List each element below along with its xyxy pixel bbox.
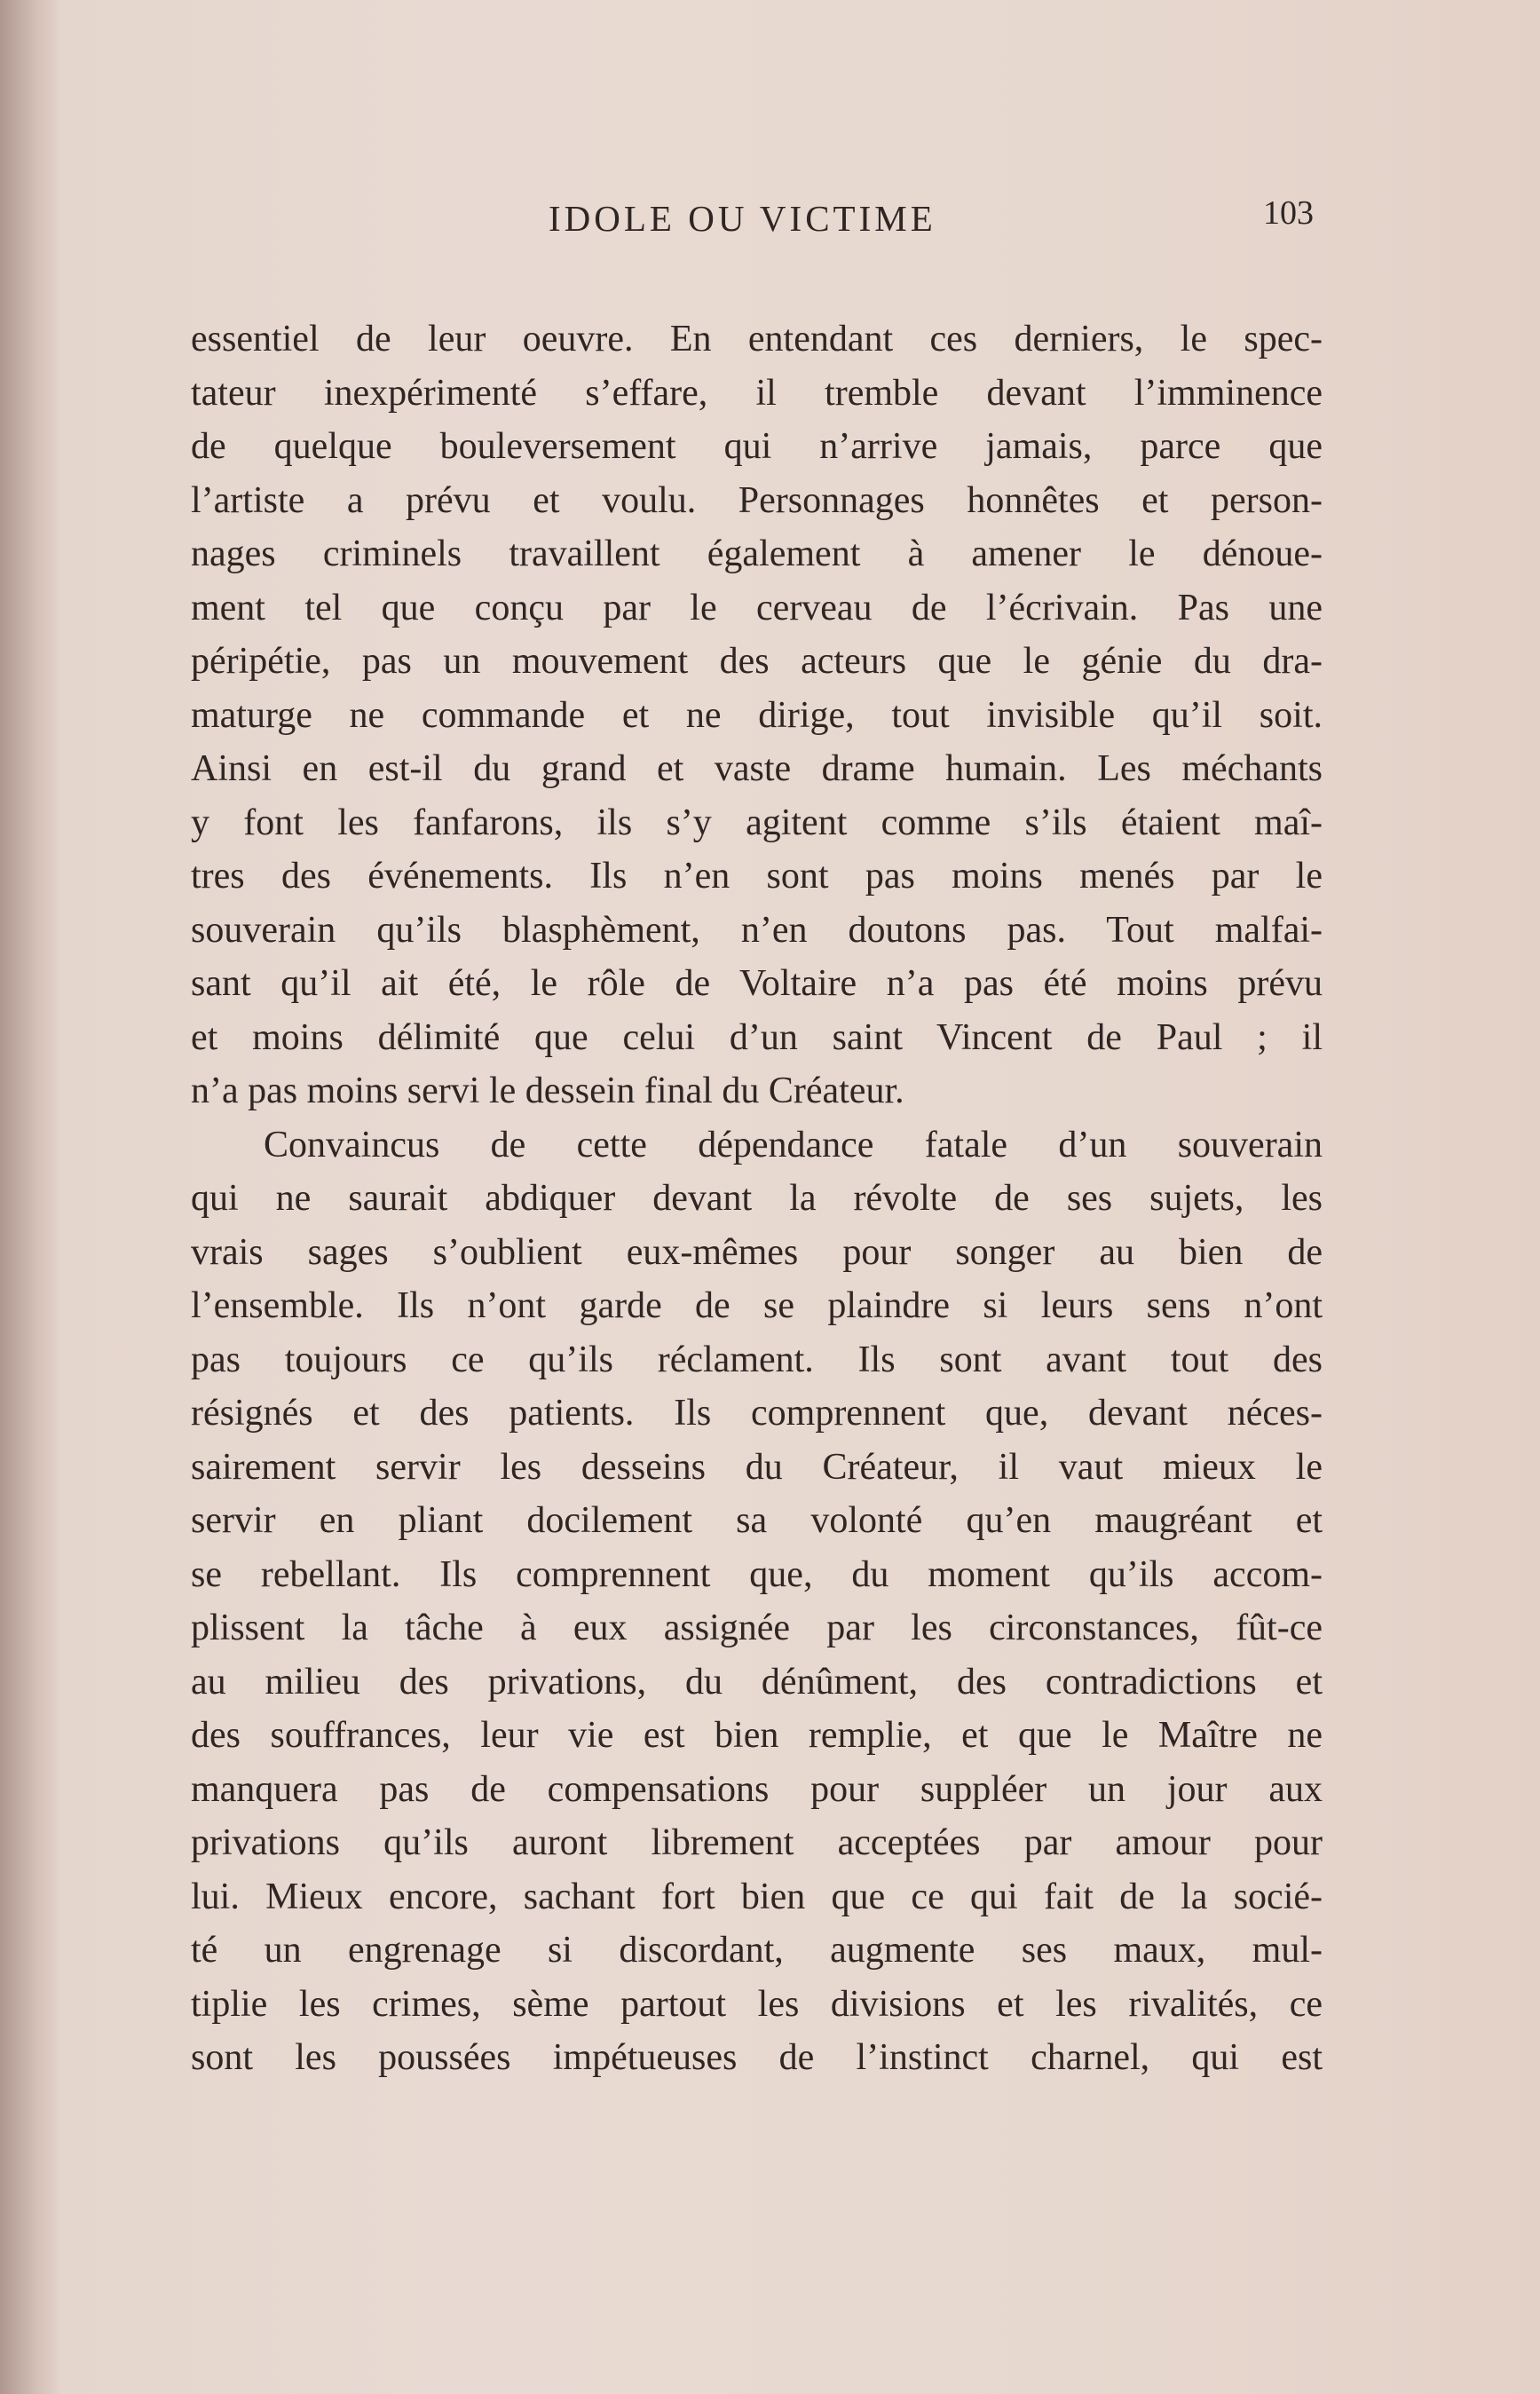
text-line: tateur inexpérimenté s’effare, il tremble devant l’imminence [191,372,1323,414]
text-line: qui ne saurait abdiquer devant la révolte de ses sujets, les [191,1178,1323,1219]
paragraph-end-line: n’a pas moins servi le dessein final du Créateur. [191,1071,904,1111]
text-line: des souffrances, leur vie est bien remplie, et que le Maître ne [191,1715,1323,1756]
text-line: lui. Mieux encore, sachant fort bien que ce qui fait de la socié- [191,1876,1323,1917]
text-line: et moins délimité que celui d’un saint Vincent de Paul ; il [191,1016,1323,1058]
text-line: l’ensemble. Ils n’ont garde de se plaindre si leurs sens n’ont [191,1285,1323,1326]
body-text [191,312,1323,2085]
text-line: au milieu des privations, du dénûment, des contradictions et [191,1661,1323,1703]
text-line: plissent la tâche à eux assignée par les circonstances, fût-ce [191,1608,1323,1648]
text-line: souverain qu’ils blasphèment, n’en doutons pas. Tout malfai- [191,909,1323,951]
text-line: tres des événements. Ils n’en sont pas moins menés par le [191,856,1323,897]
text-line: résignés et des patients. Ils comprennent que, devant néces- [191,1393,1323,1434]
page-number: 103 [1263,194,1314,232]
text-line: maturge ne commande et ne dirige, tout invisible qu’il soit. [191,694,1323,736]
text-line: sant qu’il ait été, le rôle de Voltaire n’a pas été moins prévu [191,963,1323,1004]
text-line: manquera pas de compensations pour suppléer un jour aux [191,1768,1323,1810]
text-line: pas toujours ce qu’ils réclament. Ils sont avant tout des [191,1339,1323,1380]
text-line: sairement servir les desseins du Créateur, il vaut mieux le [191,1446,1323,1488]
text-line: servir en pliant docilement sa volonté qu’en maugréant et [191,1500,1323,1541]
text-line: l’artiste a prévu et voulu. Personnages honnêtes et person- [191,479,1323,521]
text-line: essentiel de leur oeuvre. En entendant ces derniers, le spec- [191,319,1323,359]
text-line: té un engrenage si discordant, augmente ses maux, mul- [191,1930,1323,1971]
text-line: péripétie, pas un mouvement des acteurs que le génie du dra- [191,641,1323,682]
running-header [178,194,1323,250]
text-line: sont les poussées impétueuses de l’instinct charnel, qui est [191,2037,1323,2078]
text-line: privations qu’ils auront librement acceptées par amour pour [191,1822,1323,1863]
text-line: ment tel que conçu par le cerveau de l’écrivain. Pas une [191,587,1323,628]
page-gutter-shadow [0,0,62,2394]
text-line: tiplie les crimes, sème partout les divisions et les rivalités, ce [191,1983,1323,2025]
text-line: se rebellant. Ils comprennent que, du moment qu’ils accom- [191,1553,1323,1595]
text-line: nages criminels travaillent également à amener le dénoue- [191,533,1323,574]
paragraph-start-line: Convaincus de cette dépendance fatale d’un souverain [264,1124,1323,1165]
text-line: y font les fanfarons, ils s’y agitent comme s’ils étaient maî- [191,802,1323,843]
running-title: IDOLE OU VICTIME [549,198,936,239]
text-line: vrais sages s’oublient eux-mêmes pour songer au bien de [191,1231,1323,1273]
text-line: Ainsi en est-il du grand et vaste drame humain. Les méchants [191,748,1323,789]
text-line: de quelque bouleversement qui n’arrive jamais, parce que [191,426,1323,467]
